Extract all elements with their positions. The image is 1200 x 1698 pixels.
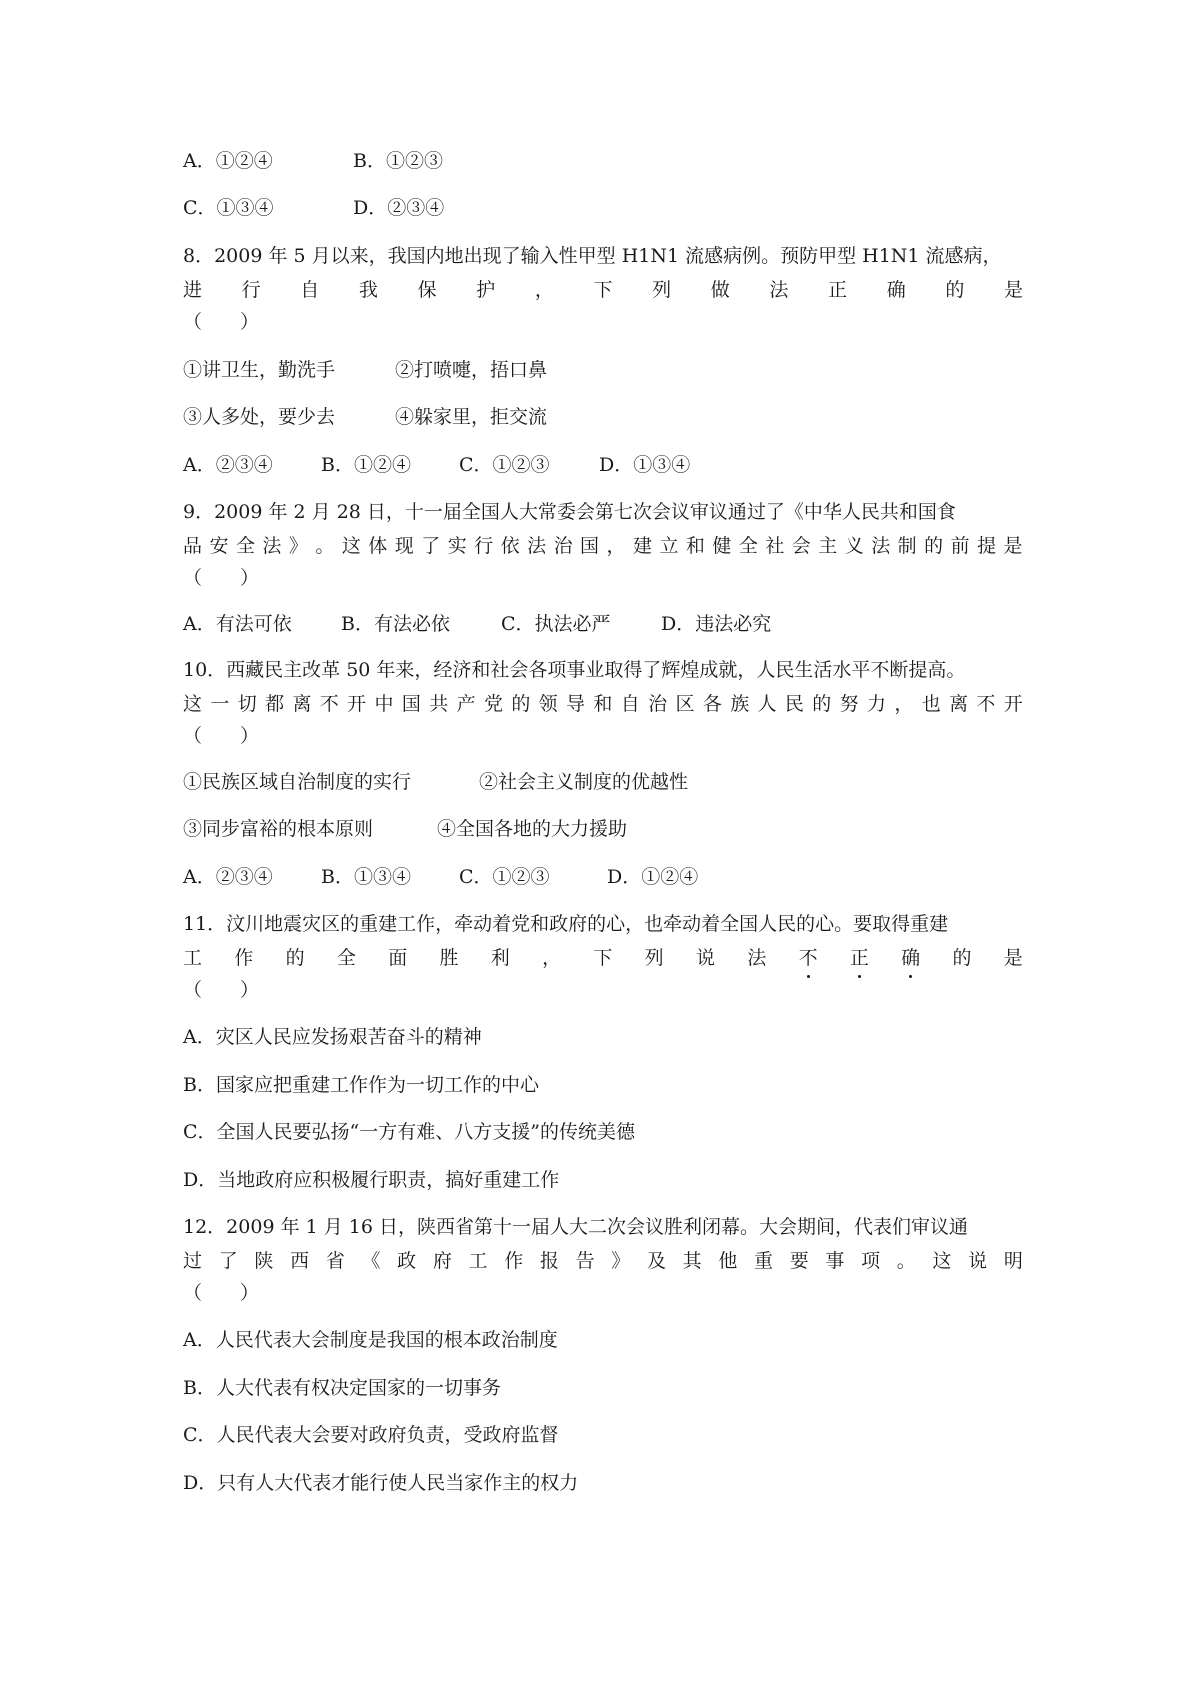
- q12-stem-line2: [183, 1247, 1023, 1275]
- q12-char: 要: [789, 1250, 809, 1272]
- q12-char: 府: [432, 1250, 452, 1272]
- q12-option-c: C．人民代表大会要对政府负责，受政府监督: [183, 1424, 559, 1446]
- q10-char: 和: [593, 693, 613, 715]
- q11-stem-line1: 11．汶川地震灾区的重建工作，牵动着党和政府的心，也牵动着全国人民的心。要取得重建: [183, 913, 949, 935]
- q9-char: 是: [1003, 535, 1023, 557]
- q8-item-3: ③人多处，要少去: [183, 406, 336, 428]
- q10-char: 的: [812, 693, 832, 715]
- q9-stem-line2: [183, 532, 1023, 560]
- q11-char: 面: [388, 947, 408, 969]
- q10-char: 治: [648, 693, 668, 715]
- q8-char: 保: [417, 279, 437, 301]
- q10-char: 人: [757, 693, 777, 715]
- q9-char: 现: [394, 535, 414, 557]
- q9-char: 全: [235, 535, 255, 557]
- q8-char: ，: [534, 279, 554, 301]
- q11-char: 利: [490, 947, 510, 969]
- q10-char: 的: [511, 693, 531, 715]
- q9-char: 体: [368, 535, 388, 557]
- q10-stem-line2: [183, 690, 1023, 718]
- q8-options: [183, 451, 1023, 479]
- q10-char: 领: [538, 693, 558, 715]
- q12-char: 他: [718, 1250, 738, 1272]
- q9-char: 法: [527, 535, 547, 557]
- q12-char: 及: [646, 1250, 666, 1272]
- q8-char: 确: [886, 279, 906, 301]
- q11-emphasis-char: 正: [850, 944, 869, 972]
- q9-char: 全: [738, 535, 758, 557]
- q12-char: 了: [218, 1250, 238, 1272]
- q9-char: 前: [950, 535, 970, 557]
- q10-option-a: A．②③④: [183, 866, 273, 888]
- q10-item-3: ③同步富裕的根本原则: [183, 818, 374, 840]
- q8-char: 进: [183, 279, 203, 301]
- q12-char: 重: [754, 1250, 774, 1272]
- q8-char: 下: [593, 279, 613, 301]
- q10-option-b: B．①③④: [321, 866, 411, 888]
- q9-char: 主: [818, 535, 838, 557]
- q8-char: 我: [358, 279, 378, 301]
- q9-char: 治: [553, 535, 573, 557]
- q10-char: 力: [866, 693, 886, 715]
- q11-char: 胜: [439, 947, 459, 969]
- q11-stem-line2: [183, 944, 1023, 972]
- q7-option-a: A．①②④: [183, 150, 273, 172]
- q9-char: 制: [897, 535, 917, 557]
- q8-char: 列: [652, 279, 672, 301]
- q8-items-row1: [183, 356, 1023, 384]
- q11-char: 法: [747, 947, 767, 969]
- q9-option-b: B．有法必依: [341, 613, 450, 635]
- q10-char: 这: [183, 693, 203, 715]
- q8-answer-paren: （ ）: [183, 311, 260, 333]
- q10-char: 都: [265, 693, 285, 715]
- q10-char: 共: [429, 693, 449, 715]
- q9-char: 》: [288, 535, 308, 557]
- q10-char: 不: [319, 693, 339, 715]
- q11-emphasis-char: 确: [901, 944, 920, 972]
- q12-option-d: D．只有人大代表才能行使人民当家作主的权力: [183, 1472, 579, 1494]
- q8-char: 做: [710, 279, 730, 301]
- q9-char: 了: [421, 535, 441, 557]
- q10-char: 区: [675, 693, 695, 715]
- q8-char: 自: [300, 279, 320, 301]
- q12-option-b: B．人大代表有权决定国家的一切事务: [183, 1377, 501, 1399]
- q8-char: 法: [769, 279, 789, 301]
- q11-char: 列: [644, 947, 664, 969]
- q9-char: 实: [447, 535, 467, 557]
- q8-stem-line2: [183, 276, 1023, 304]
- q11-emphasis-char: 不: [799, 944, 818, 972]
- q11-char: 下: [593, 947, 613, 969]
- q11-char: 全: [336, 947, 356, 969]
- q10-char: ，: [894, 693, 914, 715]
- q12-char: 《: [361, 1250, 381, 1272]
- q11-char: 作: [234, 947, 254, 969]
- q9-option-a: A．有法可依: [183, 613, 292, 635]
- q8-char: 是: [1003, 279, 1023, 301]
- q9-char: 义: [844, 535, 864, 557]
- q10-item-4: ④全国各地的大力援助: [437, 818, 628, 840]
- q10-char: 也: [921, 693, 941, 715]
- q9-option-d: D．违法必究: [661, 613, 772, 635]
- q11-char: 的: [952, 947, 972, 969]
- q12-char: 事: [825, 1250, 845, 1272]
- q7-option-b: B．①②③: [353, 150, 443, 172]
- q9-char: 法: [871, 535, 891, 557]
- q11-option-b: B．国家应把重建工作作为一切工作的中心: [183, 1074, 539, 1096]
- q10-option-c: C．①②③: [459, 866, 550, 888]
- q12-char: 其: [682, 1250, 702, 1272]
- q8-item-1: ①讲卫生，勤洗手: [183, 359, 336, 381]
- q12-stem-line1: 12．2009 年 1 月 16 日，陕西省第十一届人大二次会议胜利闭幕。大会期间，代表们审议通: [183, 1216, 968, 1238]
- q9-option-c: C．执法必严: [501, 613, 611, 635]
- q10-char: 民: [784, 693, 804, 715]
- q9-char: 法: [262, 535, 282, 557]
- q12-char: 工: [468, 1250, 488, 1272]
- q9-char: 建: [632, 535, 652, 557]
- q12-char: 过: [183, 1250, 203, 1272]
- q10-char: 开: [347, 693, 367, 715]
- q10-char: 产: [456, 693, 476, 715]
- q10-char: 各: [702, 693, 722, 715]
- q10-item-1: ①民族区域自治制度的实行: [183, 771, 412, 793]
- q10-char: 努: [839, 693, 859, 715]
- q12-char: 政: [397, 1250, 417, 1272]
- q9-char: 品: [183, 535, 203, 557]
- q10-char: 离: [292, 693, 312, 715]
- q10-char: 国: [401, 693, 421, 715]
- q10-items-row2: [183, 815, 1023, 843]
- q12-char: 陕: [254, 1250, 274, 1272]
- q9-char: 。: [315, 535, 335, 557]
- q10-item-2: ②社会主义制度的优越性: [479, 771, 689, 793]
- q12-char: 这: [932, 1250, 952, 1272]
- q9-char: 立: [659, 535, 679, 557]
- q8-char: 护: [476, 279, 496, 301]
- q10-char: 党: [483, 693, 503, 715]
- q9-char: 依: [500, 535, 520, 557]
- q10-answer-paren: （ ）: [183, 725, 260, 747]
- q9-char: 提: [977, 535, 997, 557]
- q11-answer-paren: （ ）: [183, 979, 260, 1001]
- q9-stem-line1: 9．2009 年 2 月 28 日，十一届全国人大常委会第七次会议审议通过了《中华人民共和国食: [183, 501, 956, 523]
- q8-char: 的: [945, 279, 965, 301]
- q10-option-d: D．①②④: [607, 866, 699, 888]
- q11-char: 工: [183, 947, 203, 969]
- q10-char: 一: [210, 693, 230, 715]
- q12-char: 。: [896, 1250, 916, 1272]
- q8-item-4: ④躲家里，拒交流: [395, 406, 548, 428]
- q10-char: 自: [620, 693, 640, 715]
- q8-option-b: B．①②④: [321, 454, 411, 476]
- q7-options-row1: [183, 147, 1023, 175]
- q8-option-d: D．①③④: [599, 454, 691, 476]
- q8-items-row2: [183, 403, 1023, 431]
- q10-char: 族: [730, 693, 750, 715]
- q9-char: 的: [924, 535, 944, 557]
- q7-option-c: C．①③④: [183, 197, 274, 219]
- q9-char: 和: [685, 535, 705, 557]
- q9-char: 社: [765, 535, 785, 557]
- q10-char: 离: [949, 693, 969, 715]
- q11-option-c: C．全国人民要弘扬“一方有难、八方支援”的传统美德: [183, 1121, 635, 1143]
- q10-stem-line1: 10．西藏民主改革 50 年来，经济和社会各项事业取得了辉煌成就，人民生活水平不断提高。: [183, 659, 966, 681]
- q7-option-d: D．②③④: [353, 197, 445, 219]
- q12-option-a: A．人民代表大会制度是我国的根本政治制度: [183, 1329, 558, 1351]
- q9-char: 安: [209, 535, 229, 557]
- q7-options-row2: [183, 194, 1023, 222]
- q11-option-a: A．灾区人民应发扬艰苦奋斗的精神: [183, 1026, 482, 1048]
- q12-char: 省: [325, 1250, 345, 1272]
- q9-answer-paren: （ ）: [183, 567, 260, 589]
- q12-char: 告: [575, 1250, 595, 1272]
- q12-answer-paren: （ ）: [183, 1282, 260, 1304]
- q12-char: 西: [290, 1250, 310, 1272]
- q9-char: 健: [712, 535, 732, 557]
- q9-char: 会: [791, 535, 811, 557]
- q12-char: 》: [611, 1250, 631, 1272]
- q10-char: 不: [976, 693, 996, 715]
- q11-char: ，: [542, 947, 562, 969]
- q12-char: 项: [861, 1250, 881, 1272]
- q12-char: 作: [504, 1250, 524, 1272]
- q12-char: 说: [968, 1250, 988, 1272]
- q10-options: [183, 863, 1023, 891]
- q8-option-a: A．②③④: [183, 454, 273, 476]
- q12-char: 明: [1003, 1250, 1023, 1272]
- q8-char: 行: [241, 279, 261, 301]
- q8-char: 正: [828, 279, 848, 301]
- q8-option-c: C．①②③: [459, 454, 550, 476]
- q11-char: 的: [285, 947, 305, 969]
- q9-char: 行: [474, 535, 494, 557]
- q9-char: ，: [606, 535, 626, 557]
- q9-char: 这: [341, 535, 361, 557]
- q10-char: 切: [237, 693, 257, 715]
- q10-char: 中: [374, 693, 394, 715]
- q9-options: [183, 610, 1023, 638]
- q11-char: 是: [1003, 947, 1023, 969]
- q10-char: 导: [566, 693, 586, 715]
- q8-item-2: ②打喷嚏，捂口鼻: [395, 359, 548, 381]
- q10-items-row1: [183, 768, 1023, 796]
- q12-char: 报: [539, 1250, 559, 1272]
- q11-char: 说: [695, 947, 715, 969]
- q9-char: 国: [580, 535, 600, 557]
- q8-stem-line1: 8．2009 年 5 月以来，我国内地出现了输入性甲型 H1N1 流感病例。预防甲型 H1N1 流感病，: [183, 245, 1002, 267]
- q11-option-d: D．当地政府应积极履行职责，搞好重建工作: [183, 1169, 560, 1191]
- q10-char: 开: [1003, 693, 1023, 715]
